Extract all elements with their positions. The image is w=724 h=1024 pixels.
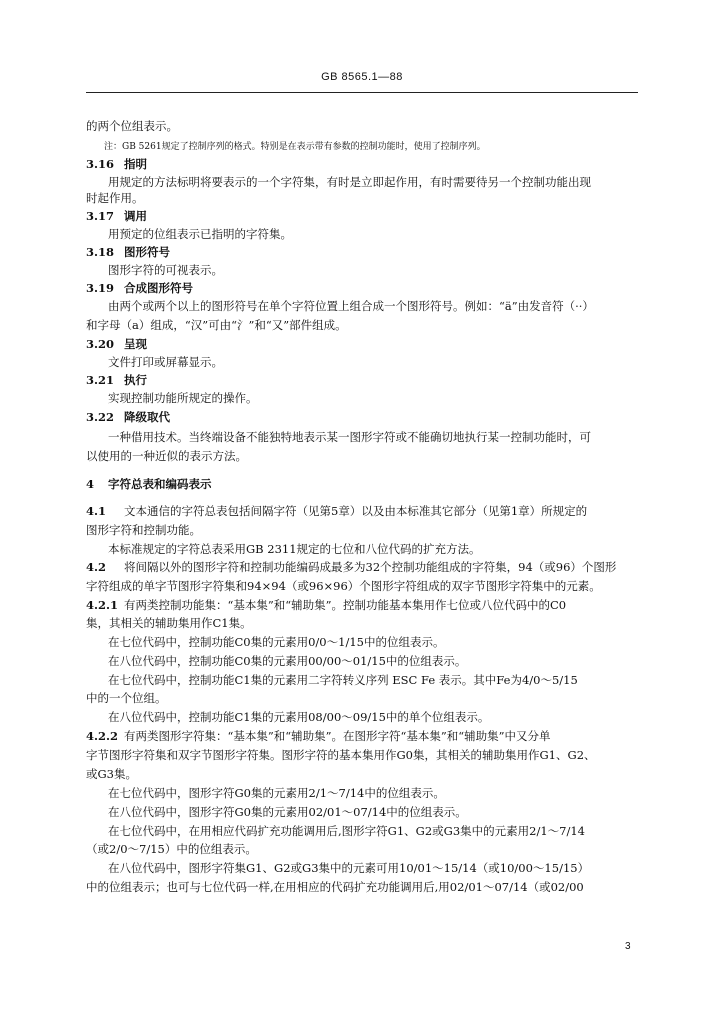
text-line: 在八位代码中，图形字符集G1、G2或G3集中的元素可用10/01～15/14（或10/00～15/15） — [108, 861, 590, 875]
note-line: 注：GB 5261规定了控制序列的格式。特别是在表示带有参数的控制功能时，使用了控制序列。 — [104, 142, 486, 152]
text-line: 用规定的方法标明将要表示的一个字符集，有时是立即起作用，有时需要待另一个控制功能出现 — [108, 175, 591, 189]
section-number: 3.20 — [86, 337, 115, 351]
section-title: 呈现 — [124, 337, 147, 351]
section-title: 调用 — [124, 209, 147, 223]
text-line: 在七位代码中，控制功能C0集的元素用0/0～1/15中的位组表示。 — [108, 635, 445, 649]
text-line: 和字母（a）组成，“汉”可由“氵”和“又”部件组成。 — [86, 318, 347, 332]
section-number: 3.17 — [86, 209, 115, 223]
paragraph-text: 将间隔以外的图形字符和控制功能编码成最多为32个控制功能组成的字符集，94（或96）个图形 — [124, 560, 617, 574]
text-line — [86, 503, 638, 519]
text-line: 字节图形字符集和双字节图形字符集。图形字符的基本集用作G0集，其相关的辅助集用作G1、G2、 — [86, 748, 596, 762]
paragraph-text: 有两类控制功能集：“基本集”和“辅助集”。控制功能基本集用作七位或八位代码中的C0 — [124, 598, 567, 612]
section-number: 4.1 — [86, 504, 107, 518]
text-line: 在七位代码中，控制功能C1集的元素用二字符转义序列 ESC Fe 表示。其中Fe为4/0～5/15 — [108, 673, 578, 687]
section-heading — [86, 280, 638, 296]
chapter-title: 字符总表和编码表示 — [108, 477, 212, 491]
section-number: 3.16 — [86, 157, 115, 171]
section-number: 3.19 — [86, 281, 115, 295]
text-line: 集，其相关的辅助集用作C1集。 — [86, 616, 252, 630]
section-title: 图形符号 — [124, 245, 170, 259]
section-number: 3.22 — [86, 410, 115, 424]
text-line: 在八位代码中，图形字符G0集的元素用02/01～07/14中的位组表示。 — [108, 805, 467, 819]
section-number: 3.21 — [86, 373, 115, 387]
section-title: 降级取代 — [124, 410, 170, 424]
section-heading — [86, 156, 638, 172]
section-heading — [86, 336, 638, 352]
text-line: 图形字符和控制功能。 — [86, 523, 201, 537]
section-heading — [86, 244, 638, 260]
section-title: 合成图形符号 — [124, 281, 193, 295]
text-line: 实现控制功能所规定的操作。 — [108, 391, 258, 405]
text-line: 字符组成的单字节图形字符集和94×94（或96×96）个图形字符组成的双字节图形字符集中的元素。 — [86, 579, 601, 593]
text-line: 由两个或两个以上的图形符号在单个字符位置上组合成一个图形符号。例如：“ä”由发音符（··） — [108, 299, 594, 313]
section-heading — [86, 372, 638, 388]
section-heading — [86, 208, 638, 224]
text-line: 中的位组表示；也可与七位代码一样,在用相应的代码扩充功能调用后,用02/01～07/14（或02/00 — [86, 880, 584, 894]
page-header: GB 8565.1—88 — [321, 71, 403, 83]
section-title: 执行 — [124, 373, 147, 387]
text-line: 用预定的位组表示已指明的字符集。 — [108, 227, 292, 241]
text-line: 本标准规定的字符总表采用GB 2311规定的七位和八位代码的扩充方法。 — [108, 542, 481, 556]
text-line: 在七位代码中，图形字符G0集的元素用2/1～7/14中的位组表示。 — [108, 786, 445, 800]
text-line — [86, 597, 638, 613]
header-rule — [86, 92, 638, 93]
text-line: 在八位代码中，控制功能C1集的元素用08/00～09/15中的单个位组表示。 — [108, 710, 490, 724]
section-number: 3.18 — [86, 245, 115, 259]
section-number: 4.2.2 — [86, 729, 119, 743]
chapter-heading — [86, 476, 638, 492]
text-line: 的两个位组表示。 — [86, 119, 178, 133]
text-line: 在七位代码中，在用相应代码扩充功能调用后,图形字符G1、G2或G3集中的元素用2/1～7/14 — [108, 824, 585, 838]
section-number: 4.2 — [86, 560, 107, 574]
section-title: 指明 — [124, 157, 147, 171]
text-line: 以使用的一种近似的表示方法。 — [86, 449, 247, 463]
text-line: 中的一个位组。 — [86, 691, 167, 705]
text-line — [86, 559, 638, 575]
text-line: （或2/0～7/15）中的位组表示。 — [86, 842, 257, 856]
text-line — [86, 728, 638, 744]
text-line: 一种借用技术。当终端设备不能独特地表示某一图形字符或不能确切地执行某一控制功能时，可 — [108, 430, 591, 444]
page-number: 3 — [625, 941, 631, 952]
chapter-number: 4 — [86, 477, 95, 491]
text-line: 在八位代码中，控制功能C0集的元素用00/00～01/15中的位组表示。 — [108, 654, 467, 668]
text-line: 文件打印或屏幕显示。 — [108, 355, 223, 369]
text-line: 或G3集。 — [86, 767, 138, 781]
text-line: 时起作用。 — [86, 191, 144, 205]
text-line: 图形字符的可视表示。 — [108, 263, 223, 277]
section-heading — [86, 409, 638, 425]
paragraph-text: 文本通信的字符总表包括间隔字符（见第5章）以及由本标准其它部分（见第1章）所规定的 — [124, 504, 588, 518]
section-number: 4.2.1 — [86, 598, 119, 612]
paragraph-text: 有两类图形字符集：“基本集”和“辅助集”。在图形字符“基本集”和“辅助集”中又分单 — [124, 729, 551, 743]
